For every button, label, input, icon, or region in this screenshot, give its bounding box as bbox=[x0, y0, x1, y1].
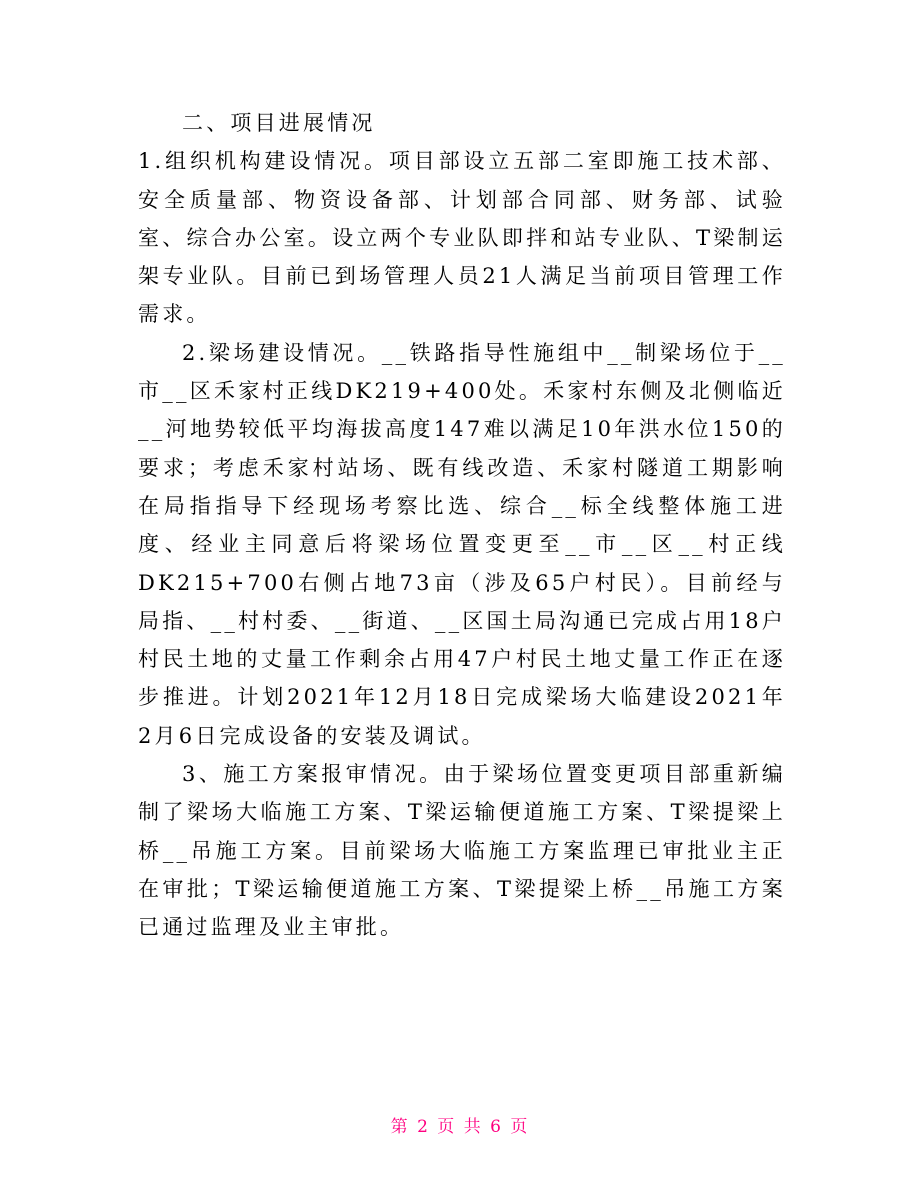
paragraph-construction-plan: 3、施工方案报审情况。由于梁场位置变更项目部重新编制了梁场大临施工方案、T梁运输便道施工方案、T梁提梁上桥__吊施工方案。目前梁场大临施工方案监理已审批业主正在审批；T梁运输便道施工方案、T梁提梁上桥__吊施工方案已通过监理及业主审批。 bbox=[138, 762, 786, 940]
document-body bbox=[138, 104, 786, 947]
paragraph-beam-yard: 2.梁场建设情况。__铁路指导性施组中__制梁场位于__市__区禾家村正线DK219+400处。禾家村东侧及北侧临近__河地势较低平均海拔高度147难以满足10年洪水位150的要求；考虑禾家村站场、既有线改造、禾家村隧道工期影响在局指指导下经现场考察比选、综合__标全线整体施工进度、经业主同意后将梁场位置变更至__市__区__村正线DK215+700右侧占地73亩（涉及65户村民）。目前经与局指、__村村委、__街道、__区国土局沟通已完成占用18户村民土地的丈量工作剩余占用47户村民土地丈量工作正在逐步推进。计划2021年12月18日完成梁场大临建设2021年2月6日完成设备的安装及调试。 bbox=[138, 340, 786, 748]
page-number-footer: 第 2 页 共 6 页 bbox=[390, 1117, 530, 1137]
paragraph-organization: 1.组织机构建设情况。项目部设立五部二室即施工技术部、安全质量部、物资设备部、计划部合同部、财务部、试验室、综合办公室。设立两个专业队即拌和站专业队、T梁制运架专业队。目前已到场管理人员21人满足当前项目管理工作需求。 bbox=[138, 149, 786, 327]
section-heading: 二、项目进展情况 bbox=[182, 111, 376, 135]
